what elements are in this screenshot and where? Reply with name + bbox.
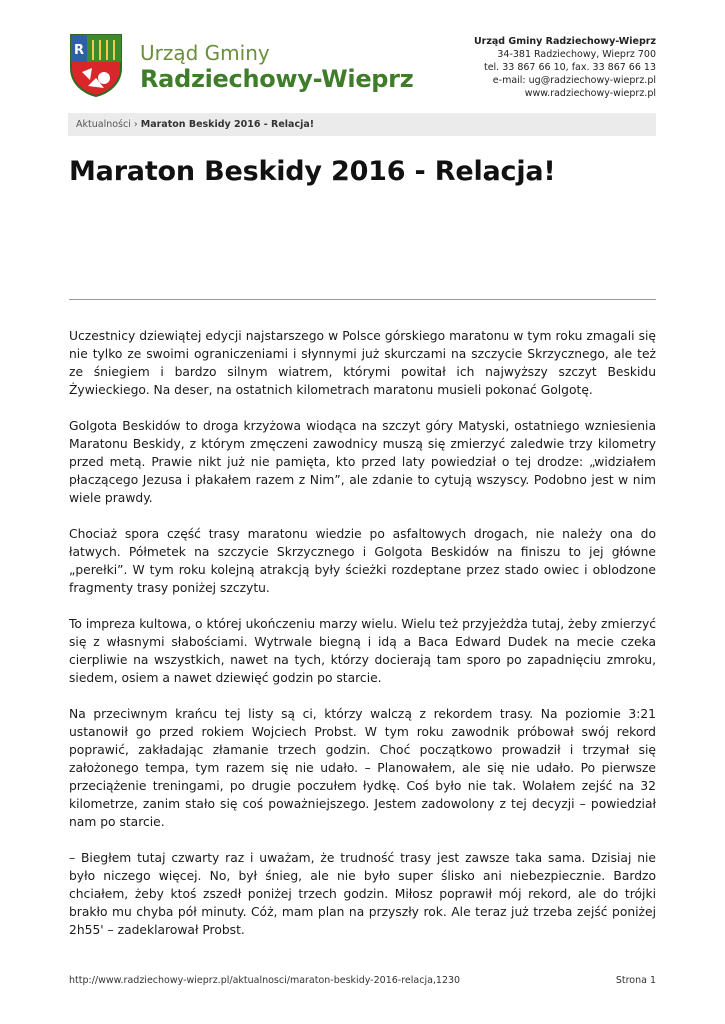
page-title: Maraton Beskidy 2016 - Relacja! — [69, 156, 556, 187]
article-paragraph: Uczestnicy dziewiątej edycji najstarszego w Polsce górskiego maratonu w tym roku zmagali się nie tylko ze swoimi ograniczeniami i słynnymi już skurczami na szczycie Skrzycznego, ale też ze śniegiem i bardzo silnym wiatrem, którymi powitał ich najwyższy szczyt Beskidu Żywieckiego. Na deser, na ostatnich kilometrach maratonu musieli pokonać Golgotę. — [69, 329, 656, 397]
page-number: Strona 1 — [615, 975, 656, 986]
article-paragraph: Na przeciwnym krańcu tej listy są ci, którzy walczą z rekordem trasy. Na poziomie 3:21 ustanowił go przed rokiem Wojciech Probst. W tym roku zawodnik próbował swój rekord poprawić, zakładając złamanie trzech godzin. Choć początkowo prowadził i trzymał się założonego tempa, tym razem się nie udało. – Planowałem, ale się nie udało. Po pierwsze przeciążenie treningami, po drugie poczułem łydkę. Coś było nie tak. Wolałem zejść na 32 kilometrze, zanim stało się coś poważniejszego. Jestem zadowolony z tej decyzji – powiedział nam po starcie. — [69, 707, 656, 829]
contact-address: 34-381 Radziechowy, Wieprz 700 — [497, 49, 656, 60]
breadcrumb-separator: › — [133, 119, 138, 130]
contact-org: Urząd Gminy Radziechowy-Wieprz — [473, 36, 656, 47]
article-paragraph: Chociaż spora część trasy maratonu wiedzie po asfaltowych drogach, nie należy ona do łatwych. Półmetek na szczycie Skrzycznego i Golgota Beskidów na finiszu to jej główne „perełki”. W tym roku kolejną atrakcją były ścieżki rozdeptane przez stado owiec i oblodzone fragmenty trasy poniżej szczytu. — [69, 527, 656, 595]
coat-of-arms-icon — [68, 32, 124, 98]
breadcrumb-current: Maraton Beskidy 2016 - Relacja! — [140, 119, 315, 130]
site-logo[interactable] — [68, 32, 414, 102]
breadcrumb-parent-link[interactable]: Aktualności — [76, 119, 131, 130]
contact-phone: tel. 33 867 66 10, fax. 33 867 66 13 — [483, 62, 656, 73]
logo-line-2: Radziechowy-Wieprz — [140, 65, 414, 93]
article-paragraph: To impreza kultowa, o której ukończeniu marzy wielu. Wielu też przyjeżdża tutaj, żeby zmierzyć się z własnymi słabościami. Wytrwale biegną i idą a Baca Edward Dudek na mecie czeka cierpliwie na wszystkich, nawet na tych, którzy docierają tam sporo po zapadnięciu zmroku, siedem, osiem a nawet dziewięć godzin po starcie. — [69, 617, 657, 685]
title-divider — [69, 299, 656, 300]
svg-text:R: R — [74, 43, 85, 58]
article-paragraph: Golgota Beskidów to droga krzyżowa wiodąca na szczyt góry Matyski, ostatniego wzniesienia Maratonu Beskidy, z którym zmęczeni zawodnicy muszą się zmierzyć zaledwie trzy kilometry przed metą. Prawie nikt już nie pamięta, kto przed laty powiedział o tej drodze: „widziałem płaczącego Jezusa i płakałem razem z Nim”, ale zdanie to cytują wszyscy. Podobno jest w nim wiele prawdy. — [69, 419, 656, 505]
article-paragraph: – Biegłem tutaj czwarty raz i uważam, że trudność trasy jest zawsze taka sama. Dzisiaj nie było niczego więcej. No, był śnieg, ale nie było super ślisko ani niebezpiecznie. Bardzo chciałem, żeby ktoś zszedł poniżej trzech godzin. Miłosz poprawił mój rekord, ale do trójki brakło mu chyba pół minuty. Cóż, mam plan na przyszły rok. Ale teraz już trzeba zejść poniżej 2h55' – zadeklarował Probst. — [69, 851, 656, 937]
contact-block — [474, 35, 656, 100]
footer-url[interactable]: http://www.radziechowy-wieprz.pl/aktualnosci/maraton-beskidy-2016-relacja,1230 — [69, 975, 461, 986]
breadcrumb — [68, 113, 656, 136]
page-footer — [69, 975, 656, 986]
logo-line-1: Urząd Gminy — [140, 41, 270, 65]
contact-website[interactable]: www.radziechowy-wieprz.pl — [524, 88, 656, 99]
contact-email[interactable]: e-mail: ug@radziechowy-wieprz.pl — [492, 75, 656, 86]
article-body — [69, 327, 656, 957]
